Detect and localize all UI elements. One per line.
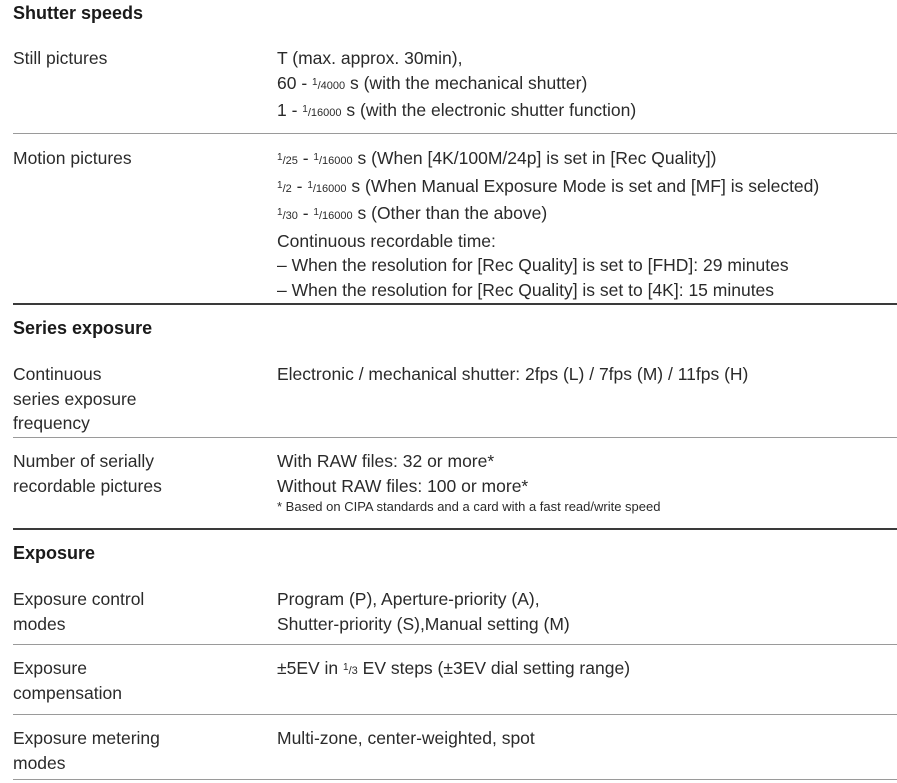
label-serial-pictures: Number of serially recordable pictures: [13, 451, 162, 496]
value-exposure-control: [277, 587, 570, 636]
section-heading-exposure: Exposure: [13, 543, 96, 563]
serial-line-2: Without RAW files: 100 or more*: [277, 475, 529, 496]
label-still-pictures: Still pictures: [13, 48, 108, 68]
motion-line-5: – When the resolution for [Rec Quality] is set to [FHD]: 29 minutes: [277, 255, 789, 275]
motion-line-4: Continuous recordable time:: [277, 230, 496, 251]
motion-line-6: – When the resolution for [Rec Quality] is set to [4K]: 15 minutes: [277, 279, 775, 300]
label-motion-pictures: Motion pictures: [13, 148, 132, 168]
value-exposure-metering: Multi-zone, center-weighted, spot: [277, 728, 535, 748]
label-exposure-compensation: Exposure compensation: [13, 658, 122, 703]
footnote: * Based on CIPA standards and a card with a fast read/write speed: [277, 499, 661, 514]
label-exposure-control: Exposure control modes: [13, 589, 145, 634]
section-divider: [13, 528, 897, 530]
motion-line-2: $^1$/2 - $^1$/16000 s (When Manual Exposure Mode is set and [MF] is selected): [277, 175, 820, 196]
divider: [13, 437, 897, 438]
control-line-2: Shutter-priority (S),Manual setting (M): [277, 613, 570, 634]
still-line-1: T (max. approx. 30min),: [277, 48, 463, 68]
still-line-3: 1 - $^1$/16000 s (with the electronic shutter function): [277, 100, 637, 120]
value-serial-pictures: [277, 449, 660, 516]
serial-line-1: With RAW files: 32 or more*: [277, 451, 495, 471]
control-line-1: Program (P), Aperture-priority (A),: [277, 589, 540, 609]
divider: [13, 133, 897, 134]
motion-line-1: $^1$/25 - $^1$/16000 s (When [4K/100M/24p] is set in [Rec Quality]): [277, 148, 717, 168]
divider: [13, 779, 897, 780]
motion-line-3: $^1$/30 - $^1$/16000 s (Other than the above): [277, 203, 548, 223]
label-continuous-frequency: Continuous series exposure frequency: [13, 364, 137, 433]
value-motion-pictures: [277, 146, 819, 302]
value-continuous-frequency: Electronic / mechanical shutter: 2fps (L) / 7fps (M) / 11fps (H): [277, 364, 749, 384]
divider: [13, 714, 897, 715]
label-exposure-metering: Exposure metering modes: [13, 728, 160, 773]
still-line-2: 60 - $^1$/4000 s (with the mechanical shutter): [277, 72, 588, 93]
value-exposure-compensation: ±5EV in $^1$/3 EV steps (±3EV dial setting range): [277, 658, 631, 678]
value-still-pictures: [277, 46, 636, 126]
section-divider: [13, 303, 897, 305]
section-heading-shutter-speeds: Shutter speeds: [13, 3, 144, 23]
section-heading-series-exposure: Series exposure: [13, 318, 153, 338]
divider: [13, 644, 897, 645]
